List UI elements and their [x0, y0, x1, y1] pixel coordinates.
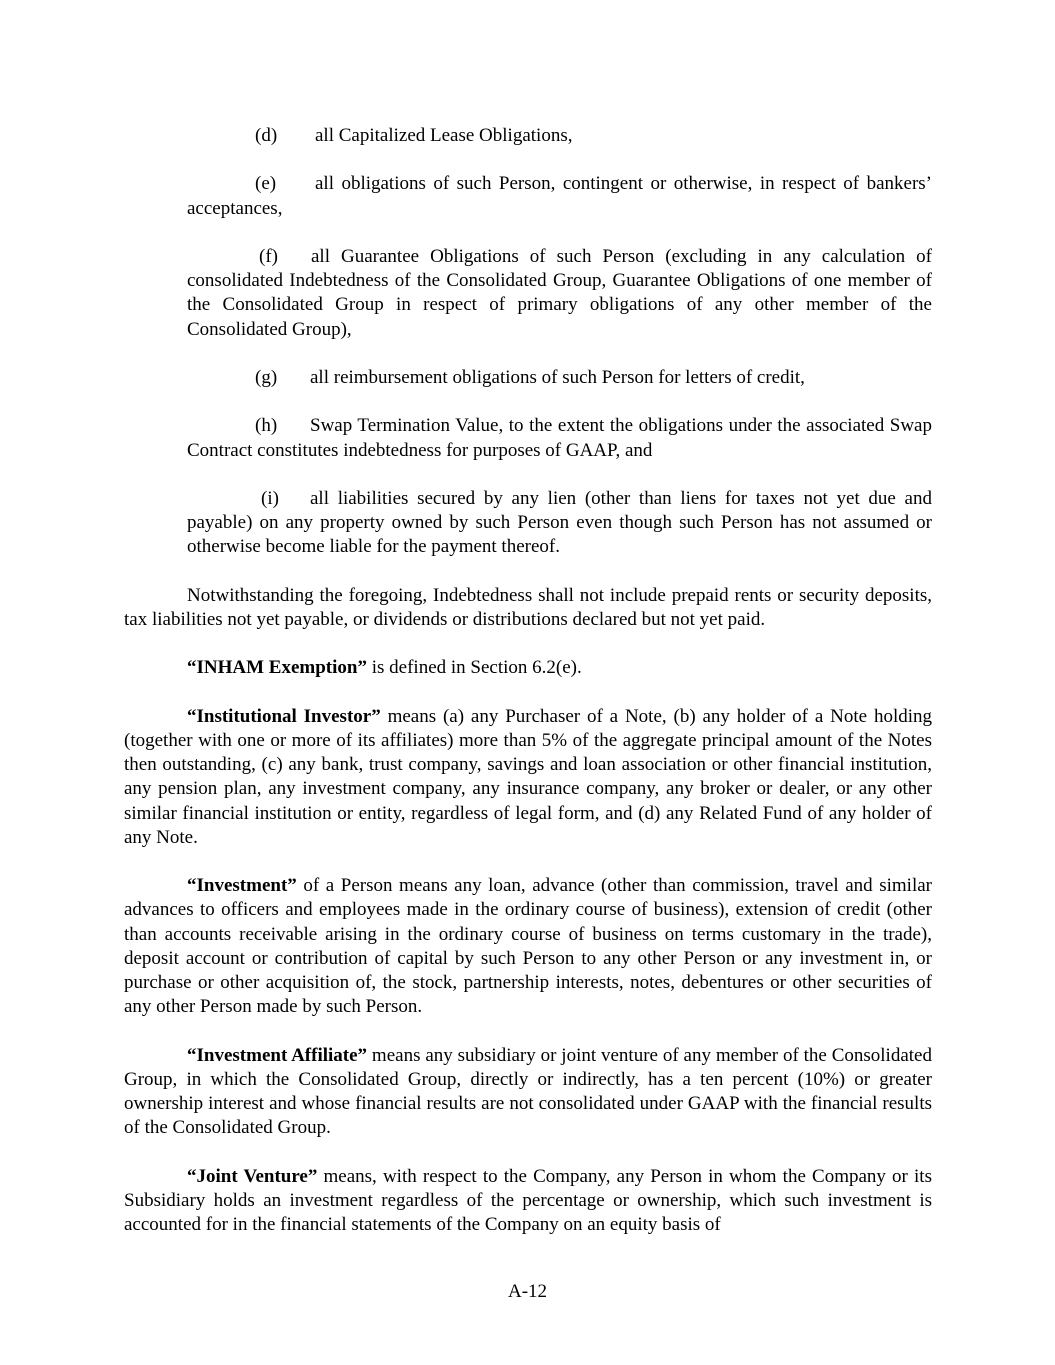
- list-item-text: all liabilities secured by any lien (other than liens for taxes not yet due and payable) on any property owned by such Person even though such Person has not assumed or otherwise become liable for the payment thereof.: [187, 487, 932, 558]
- defined-term: “Investment Affiliate”: [187, 1044, 368, 1066]
- list-item-e: [187, 172, 932, 220]
- defined-term: “Investment”: [187, 875, 297, 897]
- list-item-h: [187, 414, 932, 462]
- list-item-label: (i): [261, 487, 279, 509]
- list-item-label: (d): [255, 125, 278, 146]
- list-item-label: (g): [255, 366, 278, 388]
- list-item-label: (e): [255, 173, 277, 195]
- definition-text: means any subsidiary or joint venture of any member of the Consolidated Group, in which the Consolidated Group, directly or indirectly, has a ten percent (10%) or greater ownership interest and whose financial results are not consolidated under GAAP with the financial results of the Consolidated Group.: [124, 1044, 932, 1139]
- definition-text: of a Person means any loan, advance (other than commission, travel and similar advances to officers and employees made in the ordinary course of business), extension of credit (other than accounts receivable arising in the ordinary course of business on terms customary in the trade), deposit account or contribution of capital by such Person to any other Person or any investment in, or purchase or other acquisition of, the stock, partnership interests, notes, debentures or other securities of any other Person made by such Person.: [124, 875, 932, 1018]
- list-item-i: [187, 487, 932, 560]
- definition-inham-exemption: [124, 656, 932, 680]
- definition-joint-venture: [124, 1165, 932, 1238]
- definition-text: is defined in Section 6.2(e).: [366, 657, 582, 679]
- definition-text: means, with respect to the Company, any Person in whom the Company or its Subsidiary holds an investment regardless of the percentage or ownership, which such investment is accounted for in the financial statements of the Company on an equity basis of: [124, 1165, 932, 1235]
- document-page: [124, 124, 932, 1261]
- list-item-text: Swap Termination Value, to the extent the obligations under the associated Swap Contract constitutes indebtedness for purposes of GAAP, and: [187, 415, 932, 461]
- defined-term: “Joint Venture”: [187, 1165, 318, 1187]
- definition-institutional-investor: [124, 705, 932, 850]
- notwithstanding-paragraph: Notwithstanding the foregoing, Indebtedness shall not include prepaid rents or security deposits, tax liabilities not yet payable, or dividends or distributions declared but not yet paid.: [124, 584, 932, 630]
- list-item-d: [124, 124, 932, 148]
- defined-term: “INHAM Exemption”: [187, 657, 367, 679]
- definition-investment: [124, 874, 932, 1019]
- defined-term: “Institutional Investor”: [187, 705, 381, 727]
- list-item-text: all obligations of such Person, contingent or otherwise, in respect of bankers’ acceptances,: [187, 173, 932, 219]
- list-item-f: [187, 245, 932, 342]
- list-item-g: [187, 366, 932, 390]
- definition-text: means (a) any Purchaser of a Note, (b) any holder of a Note holding (together with one or more of its affiliates) more than 5% of the aggregate principal amount of the Notes then outstanding, (c) any bank, trust company, savings and loan association or other financial institution, any pension plan, any investment company, any insurance company, any broker or dealer, or any other similar financial institution or entity, regardless of legal form, and (d) any Related Fund of any holder of any Note.: [124, 705, 933, 848]
- definition-investment-affiliate: [124, 1044, 932, 1141]
- list-item-label: (h): [255, 415, 278, 437]
- list-item-text: all reimbursement obligations of such Person for letters of credit,: [310, 366, 805, 388]
- list-item-text: all Guarantee Obligations of such Person (excluding in any calculation of consolidated Indebtedness of the Consolidated Group, Guarantee Obligations of one member of the Consolidated Group in respect of primary obligations of any other member of the Consolidated Group),: [187, 245, 932, 340]
- list-item-label: (f): [259, 245, 278, 267]
- page-number: A-12: [507, 1281, 548, 1302]
- list-item-text: all Capitalized Lease Obligations,: [315, 125, 573, 146]
